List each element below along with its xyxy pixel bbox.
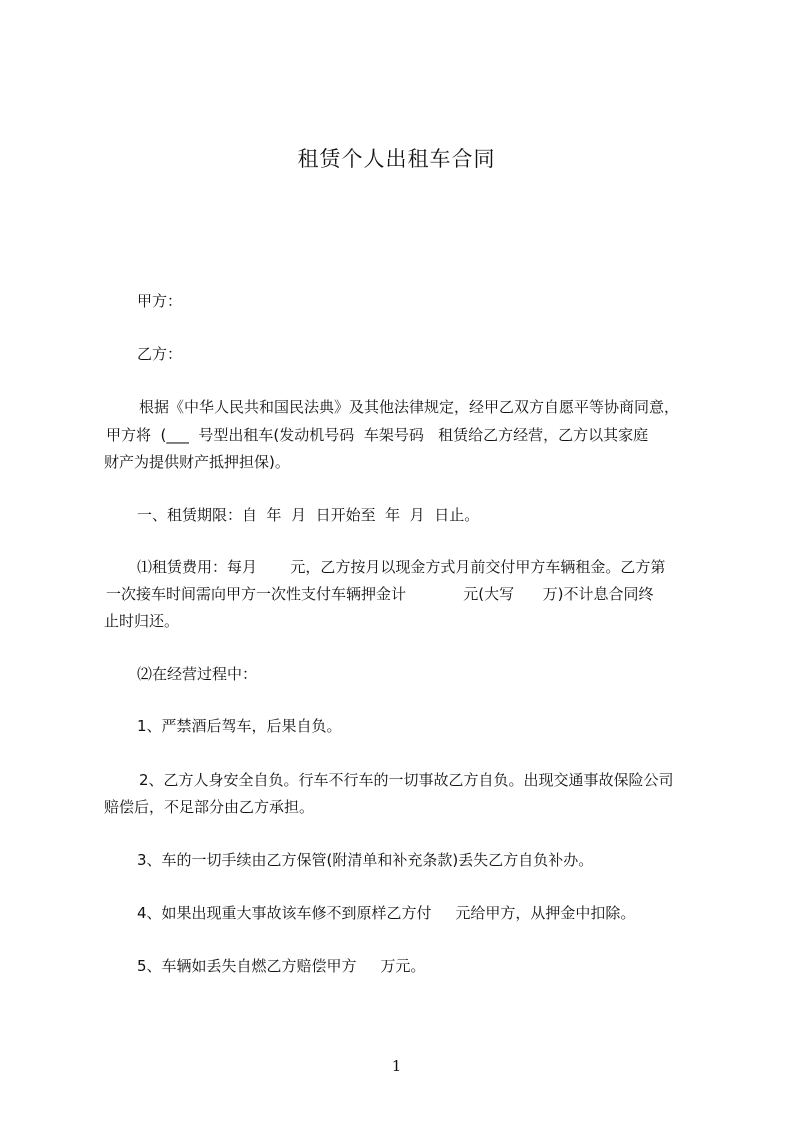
- party-a-label: 甲方：: [137, 292, 183, 310]
- item-5: 5、车辆如丢失自燃乙方赔偿甲方 万元。: [137, 957, 426, 975]
- clause-2: ⑵在经营过程中：: [137, 665, 258, 683]
- clause-1-line-2: 一次接车时间需向甲方一次性支付车辆押金计 元(大写 万)不计息合同终: [106, 585, 654, 603]
- item-2-line-2: 赔偿后，不足部分由乙方承担。: [104, 798, 315, 816]
- page-number: 1: [391, 1057, 402, 1075]
- clause-1-line-1: ⑴租赁费用：每月 元，乙方按月以现金方式月前交付甲方车辆租金。乙方第: [137, 558, 666, 576]
- item-1: 1、严禁酒后驾车，后果自负。: [137, 717, 342, 735]
- document-title: 租赁个人出租车合同: [297, 147, 496, 171]
- party-b-label: 乙方：: [137, 345, 183, 363]
- clause-1-line-3: 止时归还。: [104, 612, 180, 630]
- item-3: 3、车的一切手续由乙方保管(附清单和补充条款)丢失乙方自负补办。: [137, 851, 594, 869]
- item-4: 4、如果出现重大事故该车修不到原样乙方付 元给甲方，从押金中扣除。: [137, 904, 636, 922]
- item-2-line-1: 2、乙方人身安全自负。行车不行车的一切事故乙方自负。出现交通事故保险公司: [139, 771, 674, 789]
- intro-line-2: 甲方将 (___ 号型出租车(发动机号码 车架号码 租赁给乙方经营，乙方以其家庭: [106, 426, 649, 444]
- intro-line-1: 根据《中华人民共和国民法典》及其他法律规定，经甲乙双方自愿平等协商同意，: [139, 398, 680, 416]
- section-lease-term: 一、租赁期限：自 年 月 日开始至 年 月 日止。: [137, 506, 480, 524]
- intro-line-3: 财产为提供财产抵押担保)。: [104, 453, 290, 471]
